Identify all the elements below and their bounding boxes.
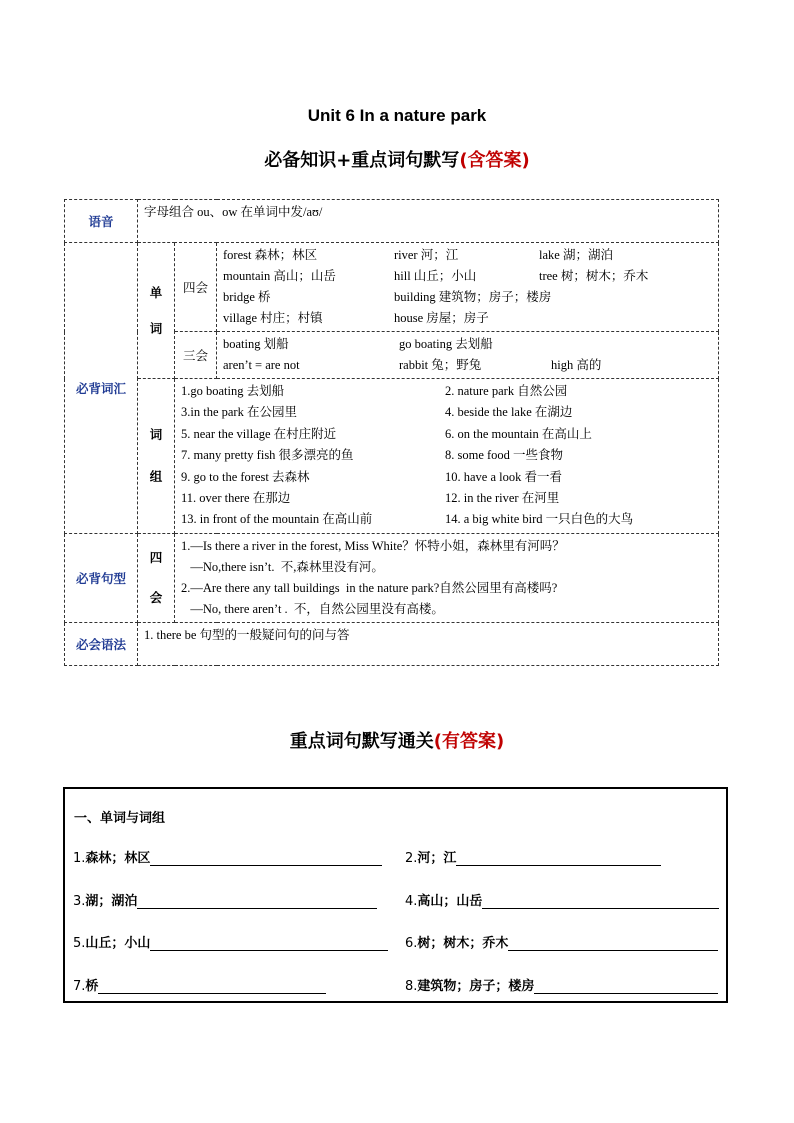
grammar-content: 1. there be 句型的一般疑问句的问与答 (138, 622, 719, 665)
item-number: 2. (405, 851, 418, 866)
phrases-label: 词组 (138, 379, 175, 534)
page-subtitle (0, 146, 794, 172)
item-prompt: 山丘；小山 (85, 936, 151, 951)
page-title: Unit 6 In a nature park (307, 106, 487, 125)
sentence-line: —No,there isn’t. 不,森林里没有河。 (181, 559, 384, 574)
answer-blank[interactable] (534, 979, 718, 994)
sentence-line: 2.—Are there any tall buildings in the nature park?自然公园里有高楼吗? (181, 580, 558, 595)
phrase-row-cell: 5. near the village 在村庄附近 (181, 426, 337, 441)
sanhui-word-row-cell: high 高的 (551, 358, 602, 372)
item-number: 6. (405, 936, 418, 951)
practice-item (405, 975, 718, 994)
siwei-word-row-cell: bridge 桥 (223, 290, 271, 304)
item-number: 1. (73, 851, 86, 866)
phrase-row (181, 445, 712, 466)
siwei-word-row-cell: mountain 高山；山岳 (223, 269, 336, 283)
practice-item (405, 847, 661, 866)
item-prompt: 高山；山岳 (417, 894, 483, 909)
phrase-row-cell: 9. go to the forest 去森林 (181, 469, 310, 484)
siwei-word-row (223, 245, 712, 266)
answer-blank[interactable] (150, 936, 388, 951)
practice-box (63, 787, 728, 1003)
sentence-line: —No, there aren’t . 不，自然公园里没有高楼。 (181, 601, 444, 616)
phrase-row-cell: 7. many pretty fish 很多漂亮的鱼 (181, 448, 354, 463)
phrase-row-cell: 13. in front of the mountain 在高山前 (181, 512, 373, 527)
item-number: 4. (405, 894, 418, 909)
sanhui-word-row (223, 334, 712, 355)
siwei-word-row-cell: river 河；江 (394, 248, 459, 262)
phrase-row (181, 424, 712, 445)
sentences-label: 必背句型 (65, 533, 138, 622)
item-number: 5. (73, 936, 86, 951)
item-prompt: 桥 (85, 979, 99, 994)
item-prompt: 湖；湖泊 (85, 894, 138, 909)
answer-blank[interactable] (482, 894, 719, 909)
practice-item (73, 847, 382, 866)
phrase-row-cell: 4. beside the lake 在湖边 (445, 405, 573, 420)
phrase-row (181, 381, 712, 402)
phrase-row-cell: 6. on the mountain 在高山上 (445, 426, 592, 441)
phrase-row-cell: 11. over there 在那边 (181, 490, 291, 505)
item-prompt: 森林；林区 (85, 851, 151, 866)
sentence-list (175, 533, 719, 622)
siwei-label: 四会 (175, 243, 217, 332)
phrase-row-cell: 14. a big white bird 一只白色的大鸟 (445, 512, 634, 527)
sanhui-words (217, 332, 719, 379)
practice-item (73, 890, 377, 909)
item-number: 8. (405, 979, 418, 994)
phrase-row-cell: 10. have a look 看一看 (445, 469, 562, 484)
phrase-row (181, 509, 712, 530)
sentence-line: 1.—Is there a river in the forest, Miss White？怀特小姐，森林里有河吗？ (181, 538, 565, 553)
vocab-label: 必背词汇 (65, 243, 138, 534)
practice-item (73, 975, 326, 994)
answer-blank[interactable] (456, 851, 661, 866)
sanhui-word-row-cell: rabbit 兔；野兔 (399, 358, 482, 372)
siwei-word-row-cell: building 建筑物；房子；楼房 (394, 290, 552, 304)
item-prompt: 树；树木；乔木 (417, 936, 509, 951)
words-label: 单词 (138, 243, 175, 379)
siwei-word-row-cell: village 村庄；村镇 (223, 311, 323, 325)
phrase-row-cell: 2. nature park 自然公园 (445, 384, 568, 398)
pronunciation-content: 字母组合 ou、ow 在单词中发/aʊ/ (138, 200, 719, 243)
sanhui-word-row-cell: boating 划船 (223, 337, 289, 351)
phrase-row-cell: 3.in the park 在公园里 (181, 405, 297, 420)
item-number: 3. (73, 894, 86, 909)
knowledge-table (64, 199, 719, 666)
phrase-row-cell: 8. some food 一些食物 (445, 448, 564, 463)
siwei-word-row (223, 287, 712, 308)
answer-blank[interactable] (137, 894, 377, 909)
subtitle-answer-note: (含答案) (459, 150, 530, 171)
item-number: 7. (73, 979, 86, 994)
phrase-list (175, 379, 719, 534)
siwei-word-row-cell: hill 山丘；小山 (394, 269, 477, 283)
phrase-row (181, 467, 712, 488)
practice-item (405, 932, 718, 951)
grammar-label: 必会语法 (65, 622, 138, 665)
sanhui-word-row (223, 355, 712, 376)
item-prompt: 建筑物；房子；楼房 (417, 979, 535, 994)
siwei-word-row (223, 266, 712, 287)
practice-title-main: 重点词句默写通关 (289, 731, 434, 752)
sanhui-word-row-cell: go boating 去划船 (399, 337, 493, 351)
practice-item (73, 932, 388, 951)
sentences-siwei-label: 四会 (138, 533, 175, 622)
practice-answer-note: (有答案) (433, 731, 505, 752)
answer-blank[interactable] (508, 936, 718, 951)
phrase-row (181, 402, 712, 423)
practice-item (405, 890, 719, 909)
siwei-word-row (223, 308, 712, 329)
siwei-word-row-cell: forest 森林；林区 (223, 248, 318, 262)
siwei-word-row-cell: tree 树；树木；乔木 (539, 269, 649, 283)
sanhui-label: 三会 (175, 332, 217, 379)
answer-blank[interactable] (98, 979, 326, 994)
siwei-word-row-cell: lake 湖；湖泊 (539, 248, 613, 262)
siwei-words (217, 243, 719, 332)
subtitle-main: 必备知识+重点词句默写 (264, 150, 460, 171)
answer-blank[interactable] (150, 851, 382, 866)
practice-title (0, 727, 794, 753)
sanhui-word-row-cell: aren’t = are not (223, 358, 300, 372)
siwei-word-row-cell: house 房屋；房子 (394, 311, 489, 325)
pronunciation-label: 语音 (65, 200, 138, 243)
section-heading: 一、单词与词组 (74, 811, 166, 826)
phrase-row (181, 488, 712, 509)
phrase-row-cell: 12. in the river 在河里 (445, 490, 560, 505)
item-prompt: 河；江 (417, 851, 457, 866)
phrase-row-cell: 1.go boating 去划船 (181, 384, 285, 398)
